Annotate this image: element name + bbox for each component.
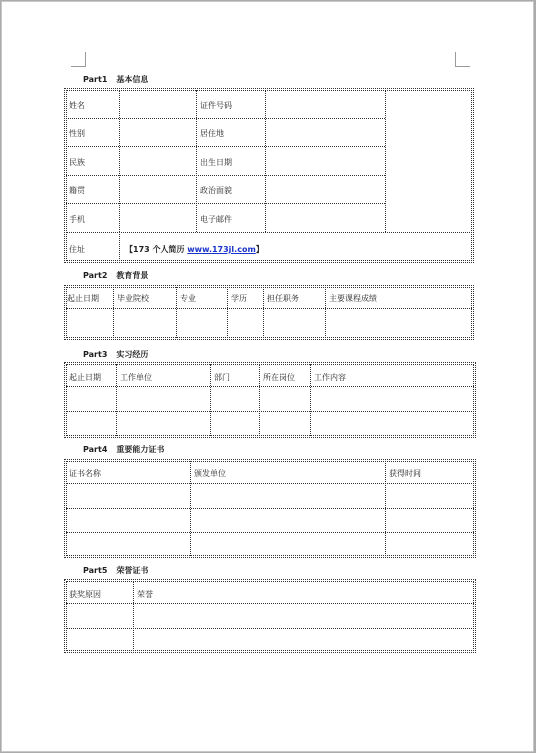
section-title: 荣誉证书 <box>116 566 149 575</box>
label-residence: 居住地 <box>200 129 224 138</box>
label-hometown: 籍贯 <box>69 186 85 195</box>
section-heading-part1 <box>83 74 148 85</box>
header-work-content: 工作内容 <box>314 373 346 382</box>
header-certificate-name: 证书名称 <box>69 469 101 478</box>
header-date-range: 起止日期 <box>67 294 99 303</box>
header-date-range: 起止日期 <box>69 373 101 382</box>
header-award-reason: 获奖原因 <box>69 590 101 599</box>
part-number: Part4 <box>83 445 108 454</box>
header-position-held: 担任职务 <box>267 294 299 303</box>
label-email: 电子邮件 <box>200 215 232 224</box>
part-number: Part1 <box>83 75 108 84</box>
section-title: 实习经历 <box>116 350 149 359</box>
section-title: 教育背景 <box>116 271 149 280</box>
header-degree: 学历 <box>231 294 247 303</box>
label-political-status: 政治面貌 <box>200 186 232 195</box>
header-school: 毕业院校 <box>117 294 149 303</box>
label-name: 姓名 <box>69 101 85 110</box>
section-heading-part4 <box>83 444 164 455</box>
header-major: 专业 <box>180 294 196 303</box>
address-suffix: 】 <box>255 245 264 254</box>
header-department: 部门 <box>214 373 230 382</box>
section-heading-part5 <box>83 565 148 576</box>
label-ethnicity: 民族 <box>69 158 85 167</box>
margin-corner-mark <box>455 52 470 67</box>
header-employer: 工作单位 <box>120 373 152 382</box>
margin-corner-mark <box>71 52 86 67</box>
header-honor: 荣誉 <box>137 590 153 599</box>
part-number: Part2 <box>83 271 108 280</box>
label-birth-date: 出生日期 <box>200 158 232 167</box>
section-heading-part3 <box>83 349 148 360</box>
header-post: 所在岗位 <box>263 373 295 382</box>
website-link[interactable]: www.173jl.com <box>187 245 256 254</box>
header-issuer: 颁发单位 <box>194 469 226 478</box>
section-heading-part2 <box>83 270 148 281</box>
honors-table <box>64 579 476 653</box>
label-address: 住址 <box>69 245 85 254</box>
header-date-obtained: 获得时间 <box>389 469 421 478</box>
part-number: Part5 <box>83 566 108 575</box>
label-id-number: 证件号码 <box>200 101 232 110</box>
section-title: 基本信息 <box>116 75 149 84</box>
section-title: 重要能力证书 <box>116 445 165 454</box>
part-number: Part3 <box>83 350 108 359</box>
label-gender: 性别 <box>69 129 85 138</box>
address-value <box>122 244 264 255</box>
address-prefix: 【173 个人简历 <box>125 245 188 254</box>
label-mobile: 手机 <box>69 215 85 224</box>
header-main-courses: 主要课程成绩 <box>329 294 377 303</box>
